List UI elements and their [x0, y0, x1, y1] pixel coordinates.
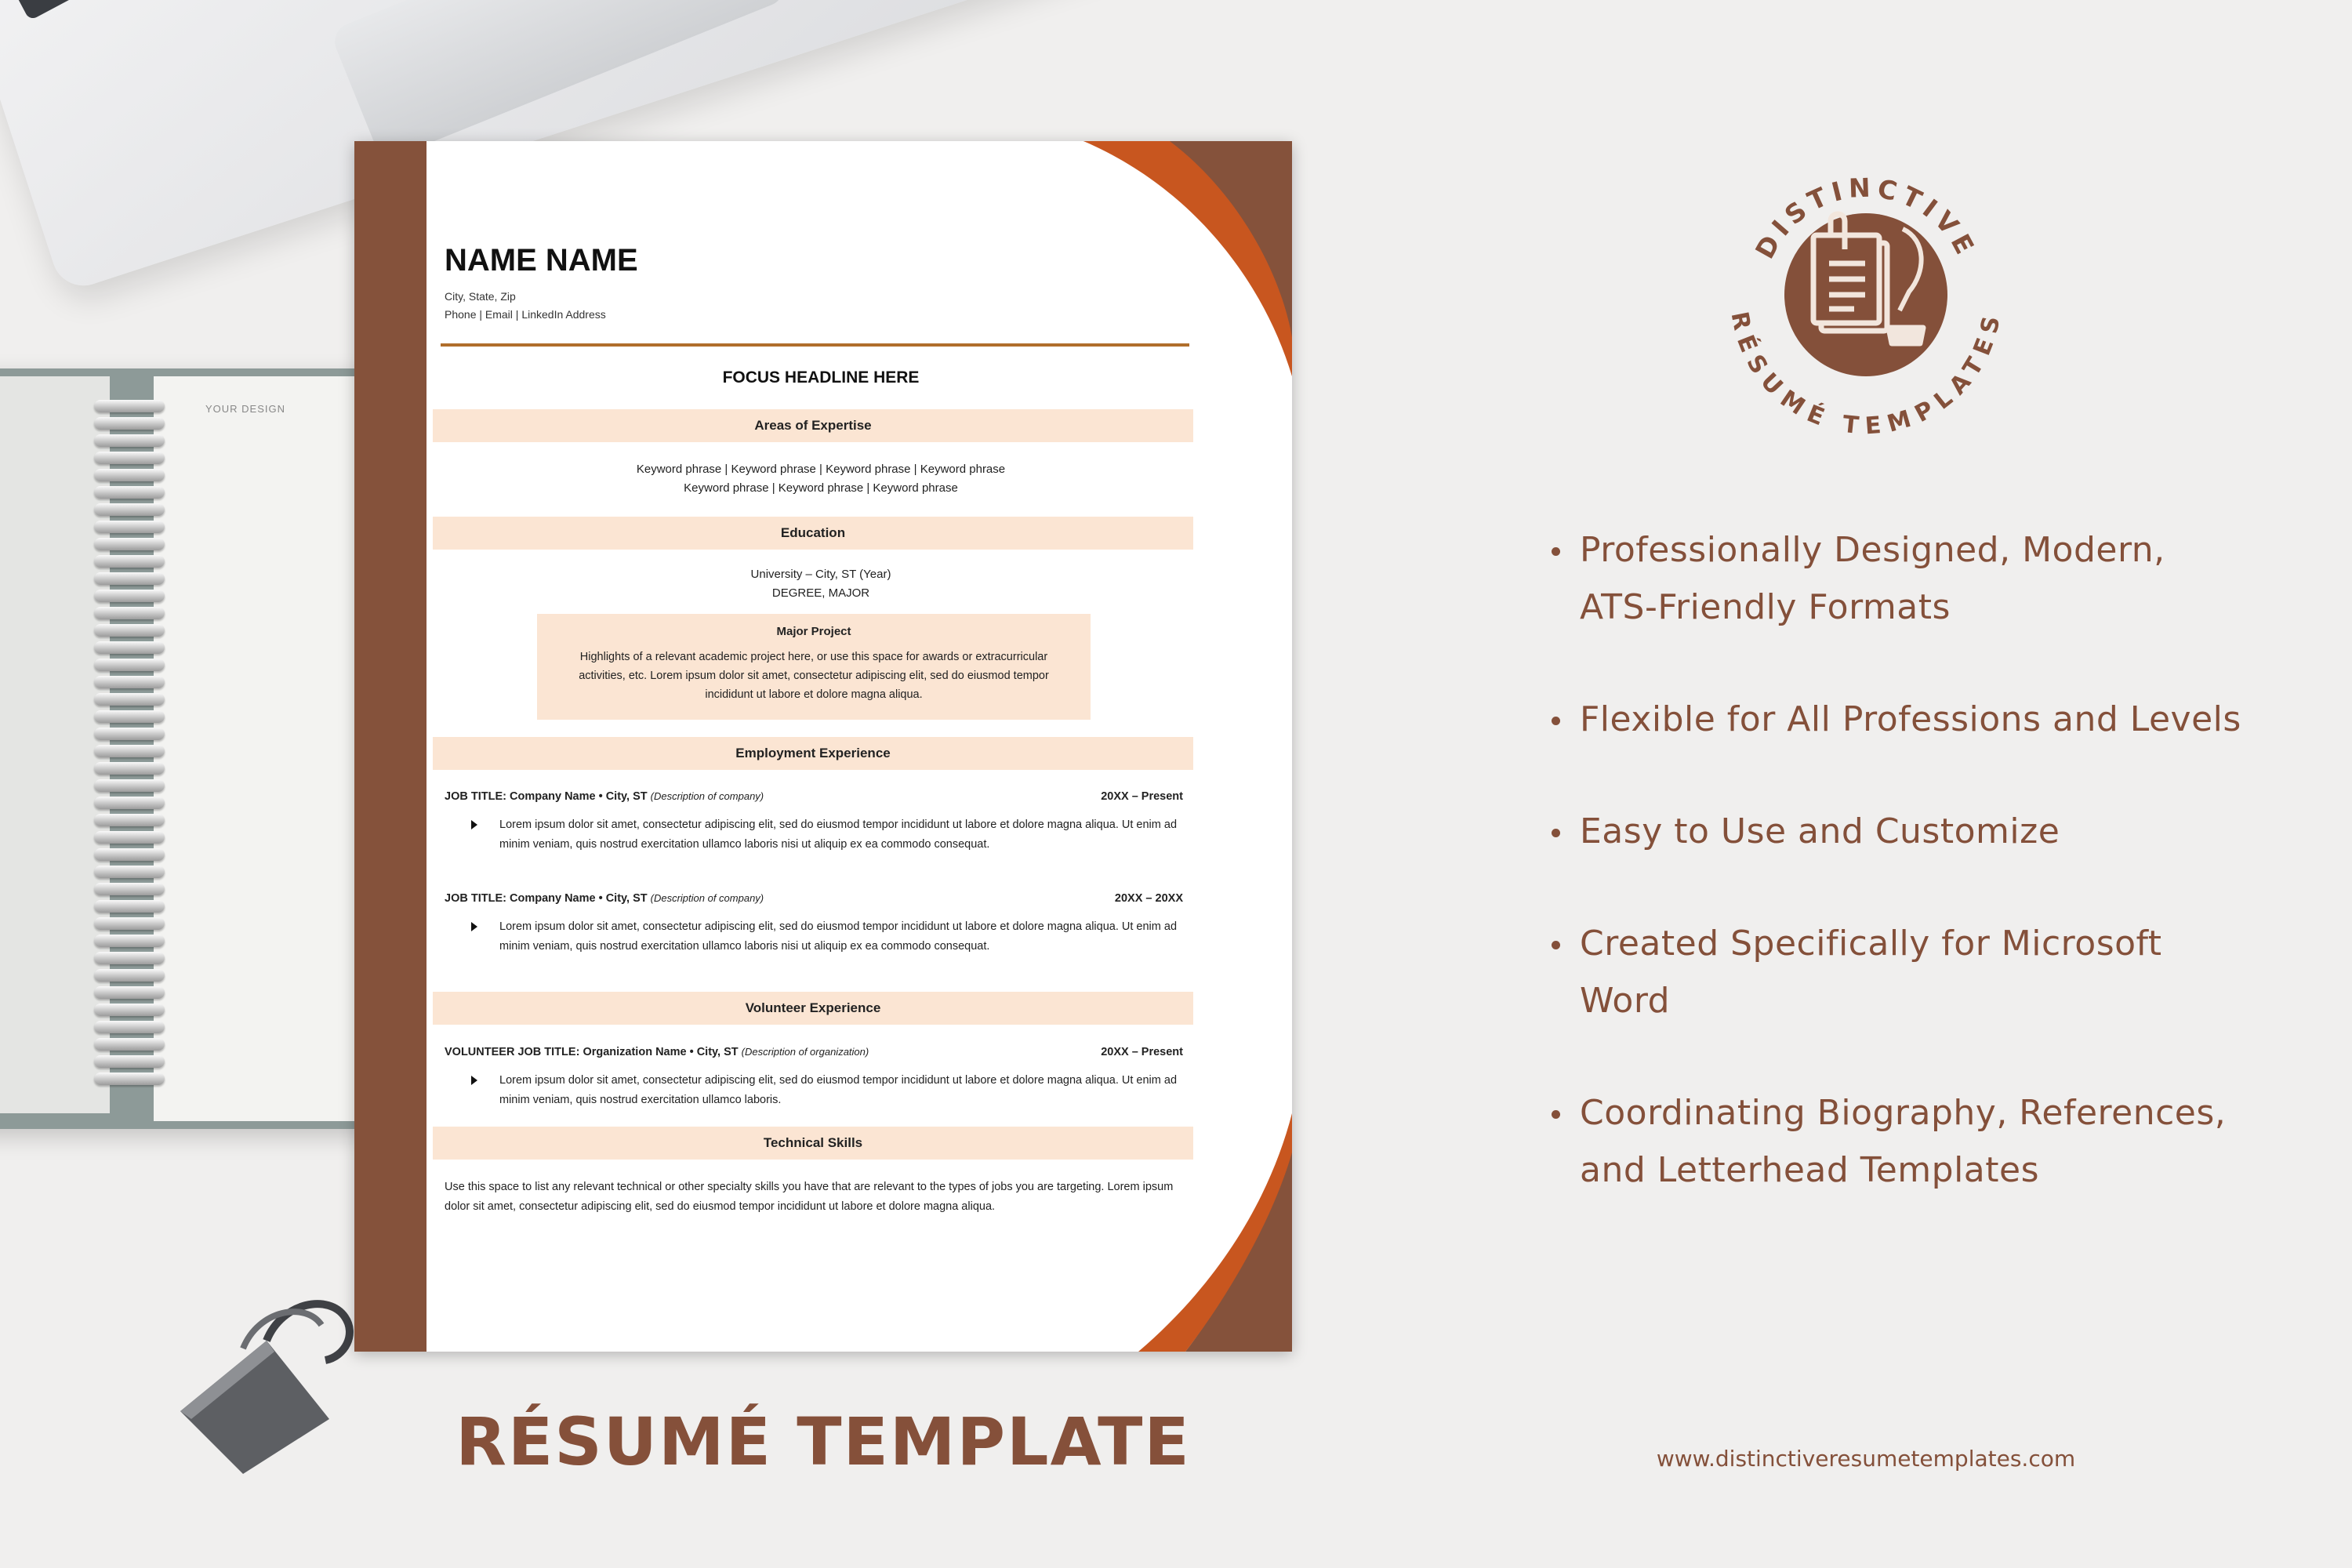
spiral-ring	[94, 710, 165, 723]
spiral-ring	[94, 641, 165, 654]
job-dates: 20XX – Present	[1101, 790, 1183, 803]
spiral-ring	[94, 659, 165, 671]
spiral-ring	[94, 986, 165, 999]
job-bullet-2	[499, 917, 1181, 956]
bullet-arrow-icon	[471, 922, 477, 931]
job-company: Company Name • City, ST	[509, 790, 648, 803]
distinctive-resume-logo	[1721, 154, 2011, 444]
spiral-ring	[94, 1021, 165, 1033]
logo-top-text: DISTINCTIVE	[1749, 172, 1983, 264]
spiral-ring	[94, 952, 165, 964]
volunteer-description: (Description of organization)	[741, 1046, 869, 1058]
feature-text: Coordinating Biography, References, and Letterhead Templates	[1580, 1093, 2227, 1190]
spiral-ring	[94, 400, 165, 412]
notebook-label: YOUR DESIGN	[205, 403, 286, 415]
bullet-dot-icon	[1552, 941, 1560, 949]
spiral-ring	[94, 452, 165, 464]
job-description: (Description of company)	[650, 790, 764, 802]
education-line-2: DEGREE, MAJOR	[771, 586, 870, 600]
spiral-ring	[94, 693, 165, 706]
spiral-ring	[94, 866, 165, 878]
volunteer-org: Organization Name • City, ST	[583, 1046, 739, 1058]
job-description: (Description of company)	[650, 892, 764, 904]
spiral-ring	[94, 797, 165, 809]
bullet-arrow-icon	[471, 1076, 477, 1085]
spiral-ring	[94, 572, 165, 585]
spiral-ring	[94, 969, 165, 982]
feature-item	[1548, 803, 2254, 860]
spiral-ring	[94, 486, 165, 499]
feature-item	[1548, 691, 2254, 748]
spiral-ring	[94, 555, 165, 568]
expertise-line-2: Keyword phrase | Keyword phrase | Keyword phrase	[684, 481, 958, 495]
project-title: Major Project	[776, 625, 851, 638]
spiral-ring	[94, 745, 165, 757]
job-title: JOB TITLE:	[445, 790, 506, 803]
job-bullet-text: Lorem ipsum dolor sit amet, consectetur adipiscing elit, sed do eiusmod tempor incididunt ut labore et dolore magna aliqua. Ut enim ad minim veniam, quis nostrud exercitation ullamco laboris nisi ut aliquip ex ea commodo consequat.	[499, 920, 1178, 953]
job-title: JOB TITLE:	[445, 892, 506, 905]
spiral-ring	[94, 883, 165, 895]
job-entry-1	[445, 790, 1183, 803]
spiral-ring	[94, 590, 165, 602]
spiral-ring	[94, 1073, 165, 1085]
resume-headline: FOCUS HEADLINE HERE	[722, 368, 920, 387]
bullet-dot-icon	[1552, 1110, 1560, 1119]
bullet-dot-icon	[1552, 829, 1560, 837]
spiral-ring	[94, 848, 165, 861]
laptop-trackpad	[329, 0, 789, 162]
spiral-ring	[94, 762, 165, 775]
major-project-box	[537, 614, 1091, 720]
volunteer-dates: 20XX – Present	[1101, 1046, 1183, 1058]
spiral-ring	[94, 676, 165, 688]
education-line-1: University – City, ST (Year)	[750, 568, 891, 581]
spiral-ring	[94, 503, 165, 516]
spiral-ring	[94, 779, 165, 792]
resume-name: NAME NAME	[445, 243, 638, 278]
feature-text: Flexible for All Professions and Levels	[1580, 699, 2241, 739]
spiral-ring	[94, 1004, 165, 1016]
feature-item	[1548, 915, 2254, 1029]
job-bullet-1	[499, 815, 1181, 854]
bullet-dot-icon	[1552, 717, 1560, 725]
feature-item	[1548, 521, 2254, 636]
section-technical: Technical Skills	[433, 1127, 1193, 1160]
resume-city-line: City, State, Zip	[445, 290, 516, 303]
spiral-ring	[94, 469, 165, 481]
job-entry-2	[445, 892, 1183, 905]
notebook-spiral	[94, 400, 165, 1105]
spiral-ring	[94, 607, 165, 619]
website-link[interactable]: www.distinctiveresumetemplates.com	[1656, 1446, 2076, 1472]
project-body: Highlights of a relevant academic project here, or use this space for awards or extracurricular activities, etc. Lorem ipsum dolor sit amet, consectetur adipiscing elit, sed do eiusmod tempor incididunt ut labore et dolore magna aliqua.	[579, 651, 1049, 701]
technical-text: Use this space to list any relevant technical or other specialty skills you have that are relevant to the types of jobs you are targeting. Lorem ipsum dolor sit amet, consectetur adipiscing elit, sed do eiusmod tempor incididunt ut labore et dolore magna aliqua.	[445, 1181, 1174, 1213]
spiral-ring	[94, 728, 165, 740]
spiral-ring	[94, 1038, 165, 1051]
section-expertise: Areas of Expertise	[433, 409, 1193, 442]
expertise-line-1: Keyword phrase | Keyword phrase | Keyword phrase | Keyword phrase	[636, 463, 1006, 476]
resume-contact-line: Phone | Email | LinkedIn Address	[445, 308, 606, 321]
feature-text: Created Specifically for Microsoft Word	[1580, 924, 2162, 1021]
spiral-ring	[94, 917, 165, 930]
feature-item	[1548, 1084, 2254, 1199]
resume-sheet	[354, 141, 1292, 1352]
job-company: Company Name • City, ST	[509, 892, 648, 905]
section-employment: Employment Experience	[433, 737, 1193, 770]
section-education: Education	[433, 517, 1193, 550]
feature-text: Easy to Use and Customize	[1580, 811, 2060, 851]
spiral-ring	[94, 538, 165, 550]
spiral-ring	[94, 624, 165, 637]
header-rule	[441, 343, 1189, 347]
spiral-ring	[94, 935, 165, 947]
binder-clip-icon	[149, 1286, 384, 1474]
notebook-left-page	[0, 376, 110, 1113]
volunteer-title: VOLUNTEER JOB TITLE:	[445, 1046, 580, 1058]
product-title: RÉSUMÉ TEMPLATE	[456, 1403, 1191, 1480]
spiral-ring	[94, 434, 165, 447]
volunteer-bullet-text: Lorem ipsum dolor sit amet, consectetur adipiscing elit, sed do eiusmod tempor incididunt ut labore et dolore magna aliqua. Ut enim ad minim veniam, quis nostrud exercitation ullamco laboris.	[499, 1074, 1178, 1106]
feature-list	[1548, 521, 2254, 1254]
notebook-right-page	[154, 376, 373, 1121]
job-dates: 20XX – 20XX	[1114, 892, 1183, 905]
spiral-ring	[94, 417, 165, 430]
spiral-ring	[94, 814, 165, 826]
job-bullet-text: Lorem ipsum dolor sit amet, consectetur adipiscing elit, sed do eiusmod tempor incididunt ut labore et dolore magna aliqua. Ut enim ad minim veniam, quis nostrud exercitation ullamco laboris nisi ut aliquip ex ea commodo consequat.	[499, 818, 1178, 851]
spiral-ring	[94, 900, 165, 913]
volunteer-entry	[445, 1046, 1183, 1058]
feature-text: Professionally Designed, Modern, ATS-Friendly Formats	[1580, 530, 2165, 627]
logo-bottom-text: RÉSUMÉ TEMPLATES	[1725, 309, 2006, 441]
volunteer-bullet	[499, 1071, 1181, 1109]
bullet-dot-icon	[1552, 547, 1560, 556]
spiral-ring	[94, 831, 165, 844]
bullet-arrow-icon	[471, 820, 477, 829]
spiral-ring	[94, 521, 165, 533]
section-volunteer: Volunteer Experience	[433, 992, 1193, 1025]
spiral-ring	[94, 1055, 165, 1068]
